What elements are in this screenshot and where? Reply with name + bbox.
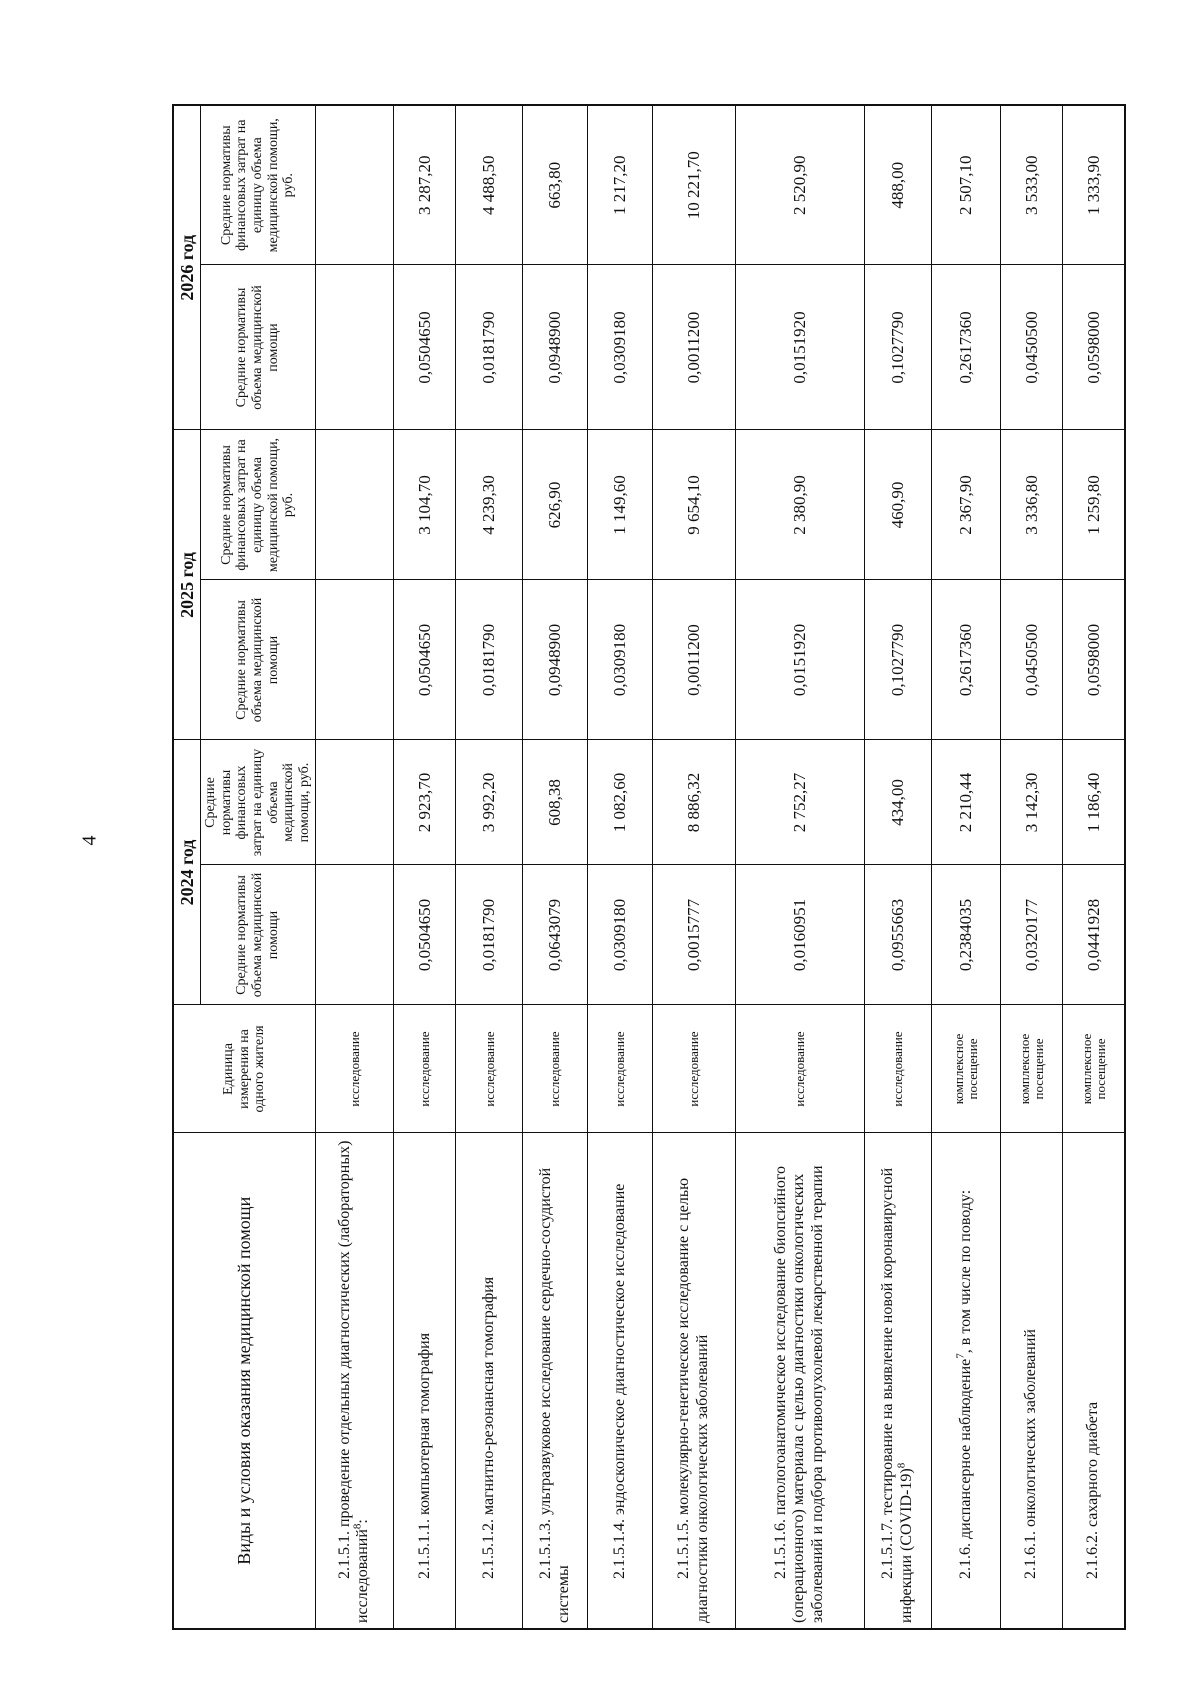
row-name: [456, 1133, 523, 1629]
volume-cell-2026: 0,0181790: [456, 265, 523, 430]
volume-cell-2024: [315, 865, 393, 1005]
volume-cell-2025: 0,2617360: [931, 580, 1000, 740]
cost-cell-2026: 3 287,20: [394, 105, 456, 265]
table-row: [1063, 105, 1125, 1629]
cost-cell-2024: 1 082,60: [587, 740, 652, 865]
cost-cell-2025: 460,90: [864, 430, 931, 580]
cost-cell-2026: 2 520,90: [735, 105, 864, 265]
header-type: Виды и условия оказания медицинской помощи: [173, 1133, 315, 1629]
row-unit: исследование: [456, 1005, 523, 1133]
cost-cell-2025: 3 336,80: [1000, 430, 1062, 580]
table-row: [1000, 105, 1062, 1629]
footnote-ref: 8: [352, 1523, 365, 1530]
volume-cell-2024: 0,0160951: [735, 865, 864, 1005]
table-row: [523, 105, 588, 1629]
row-name: [931, 1133, 1000, 1629]
row-name-text: 2.1.5.1.1. компьютерная томография: [415, 1332, 433, 1579]
header-cost-2024: Средние нормативы финансовых затрат на единицу объема медицинской помощи, руб.: [201, 740, 316, 865]
cost-cell-2024: 3 142,30: [1000, 740, 1062, 865]
row-name-text: 2.1.5.1. проведение отдельных диагностических (лабораторных) исследований: [336, 1140, 372, 1623]
header-year-2026: 2026 год: [173, 105, 201, 430]
volume-cell-2026: 0,1027790: [864, 265, 931, 430]
cost-cell-2024: 608,38: [523, 740, 588, 865]
volume-cell-2025: 0,0151920: [735, 580, 864, 740]
volume-cell-2025: [315, 580, 393, 740]
row-name: [1063, 1133, 1125, 1629]
volume-cell-2025: 0,0598000: [1063, 580, 1125, 740]
cost-cell-2026: 1 333,90: [1063, 105, 1125, 265]
row-name: [523, 1133, 588, 1629]
cost-cell-2024: 3 992,20: [456, 740, 523, 865]
volume-cell-2024: 0,0015777: [652, 865, 735, 1005]
volume-cell-2026: 0,0598000: [1063, 265, 1125, 430]
row-name-text: 2.1.5.1.6. патологоанатомическое исследование биопсийного (операционного) материала с целью диагностики онкологических заболеваний и подбора противоопухолевой лекарственной терапии: [772, 1165, 826, 1623]
row-unit: комплексное посещение: [1063, 1005, 1125, 1133]
volume-cell-2025: 0,0181790: [456, 580, 523, 740]
volume-cell-2026: [315, 265, 393, 430]
volume-cell-2024: 0,0320177: [1000, 865, 1062, 1005]
cost-cell-2026: 1 217,20: [587, 105, 652, 265]
volume-cell-2025: 0,0011200: [652, 580, 735, 740]
cost-cell-2026: 663,80: [523, 105, 588, 265]
row-name: [394, 1133, 456, 1629]
row-name: [735, 1133, 864, 1629]
cost-cell-2025: 626,90: [523, 430, 588, 580]
row-unit: исследование: [394, 1005, 456, 1133]
page-number: 4: [78, 835, 101, 846]
table-row: [394, 105, 456, 1629]
volume-cell-2025: 0,0450500: [1000, 580, 1062, 740]
row-name-text: 2.1.5.1.3. ультразвуковое исследование сердечно-сосудистой системы: [536, 1167, 573, 1623]
rotated-table-container: [172, 106, 1126, 1630]
cost-cell-2024: 8 886,32: [652, 740, 735, 865]
cost-cell-2025: 2 367,90: [931, 430, 1000, 580]
row-unit: исследование: [652, 1005, 735, 1133]
row-unit: комплексное посещение: [1000, 1005, 1062, 1133]
row-name: [315, 1133, 393, 1629]
row-name-text: 2.1.5.1.7. тестирование на выявление новой коронавирусной инфекции (COVID-19): [879, 1167, 915, 1623]
volume-cell-2024: 0,2384035: [931, 865, 1000, 1005]
row-name-suffix: , в том числе по поводу:: [956, 1189, 974, 1354]
row-name-suffix: :: [354, 1519, 372, 1524]
cost-cell-2026: [315, 105, 393, 265]
header-cost-2025: Средние нормативы финансовых затрат на единицу объема медицинской помощи, руб.: [201, 430, 316, 580]
volume-cell-2026: 0,0309180: [587, 265, 652, 430]
cost-cell-2025: 9 654,10: [652, 430, 735, 580]
table-row: [456, 105, 523, 1629]
row-name-text: 2.1.6. диспансерное наблюдение: [956, 1358, 974, 1579]
table-row: [587, 105, 652, 1629]
row-name: [1000, 1133, 1062, 1629]
table-row: [931, 105, 1000, 1629]
cost-cell-2025: 2 380,90: [735, 430, 864, 580]
volume-cell-2024: 0,0643079: [523, 865, 588, 1005]
footnote-ref: 7: [954, 1353, 967, 1359]
row-name: [652, 1133, 735, 1629]
volume-cell-2025: 0,0309180: [587, 580, 652, 740]
volume-cell-2024: 0,0504650: [394, 865, 456, 1005]
volume-cell-2024: 0,0955663: [864, 865, 931, 1005]
cost-cell-2024: 2 923,70: [394, 740, 456, 865]
table-row: [735, 105, 864, 1629]
volume-cell-2026: 0,0450500: [1000, 265, 1062, 430]
cost-cell-2024: 2 210,44: [931, 740, 1000, 865]
table-row: [864, 105, 931, 1629]
volume-cell-2026: 0,0151920: [735, 265, 864, 430]
cost-cell-2025: 1 259,80: [1063, 430, 1125, 580]
footnote-ref: 8: [895, 1462, 908, 1469]
volume-cell-2026: 0,0948900: [523, 265, 588, 430]
row-name-text: 2.1.5.1.4. эндоскопическое диагностическое исследование: [610, 1183, 628, 1579]
cost-cell-2026: 4 488,50: [456, 105, 523, 265]
volume-cell-2026: 0,0011200: [652, 265, 735, 430]
volume-cell-2024: 0,0441928: [1063, 865, 1125, 1005]
cost-cell-2024: 434,00: [864, 740, 931, 865]
cost-cell-2026: 10 221,70: [652, 105, 735, 265]
cost-cell-2024: 1 186,40: [1063, 740, 1125, 865]
cost-cell-2025: [315, 430, 393, 580]
header-cost-2026: Средние нормативы финансовых затрат на единицу объема медицинской помощи, руб.: [201, 105, 316, 265]
header-year-2024: 2024 год: [173, 740, 201, 1005]
row-unit: исследование: [735, 1005, 864, 1133]
cost-cell-2025: 3 104,70: [394, 430, 456, 580]
header-volume-2026: Средние нормативы объема медицинской помощи: [201, 265, 316, 430]
row-name-text: 2.1.6.2. сахарного диабета: [1084, 1401, 1102, 1579]
row-unit: исследование: [315, 1005, 393, 1133]
row-unit: исследование: [523, 1005, 588, 1133]
table-row: [652, 105, 735, 1629]
header-volume-2024: Средние нормативы объема медицинской помощи: [201, 865, 316, 1005]
row-name-text: 2.1.6.1. онкологических заболеваний: [1022, 1329, 1040, 1579]
volume-cell-2026: 0,0504650: [394, 265, 456, 430]
cost-cell-2026: 2 507,10: [931, 105, 1000, 265]
row-unit: исследование: [864, 1005, 931, 1133]
row-name: [864, 1133, 931, 1629]
row-unit: комплексное посещение: [931, 1005, 1000, 1133]
cost-cell-2025: 4 239,30: [456, 430, 523, 580]
volume-cell-2024: 0,0309180: [587, 865, 652, 1005]
norms-table: [172, 104, 1126, 1630]
volume-cell-2024: 0,0181790: [456, 865, 523, 1005]
header-volume-2025: Средние нормативы объема медицинской помощи: [201, 580, 316, 740]
volume-cell-2025: 0,0504650: [394, 580, 456, 740]
row-name-text: 2.1.5.1.5. молекулярно-генетическое исследование с целью диагностики онкологических заболеваний: [675, 1177, 711, 1623]
volume-cell-2025: 0,0948900: [523, 580, 588, 740]
header-unit: Единица измерения на одного жителя: [173, 1005, 315, 1133]
volume-cell-2025: 0,1027790: [864, 580, 931, 740]
table-row: [315, 105, 393, 1629]
cost-cell-2024: [315, 740, 393, 865]
cost-cell-2026: 3 533,00: [1000, 105, 1062, 265]
row-unit: исследование: [587, 1005, 652, 1133]
row-name: [587, 1133, 652, 1629]
row-name-text: 2.1.5.1.2. магнитно-резонансная томография: [480, 1276, 498, 1579]
cost-cell-2024: 2 752,27: [735, 740, 864, 865]
cost-cell-2026: 488,00: [864, 105, 931, 265]
cost-cell-2025: 1 149,60: [587, 430, 652, 580]
header-year-2025: 2025 год: [173, 430, 201, 740]
volume-cell-2026: 0,2617360: [931, 265, 1000, 430]
